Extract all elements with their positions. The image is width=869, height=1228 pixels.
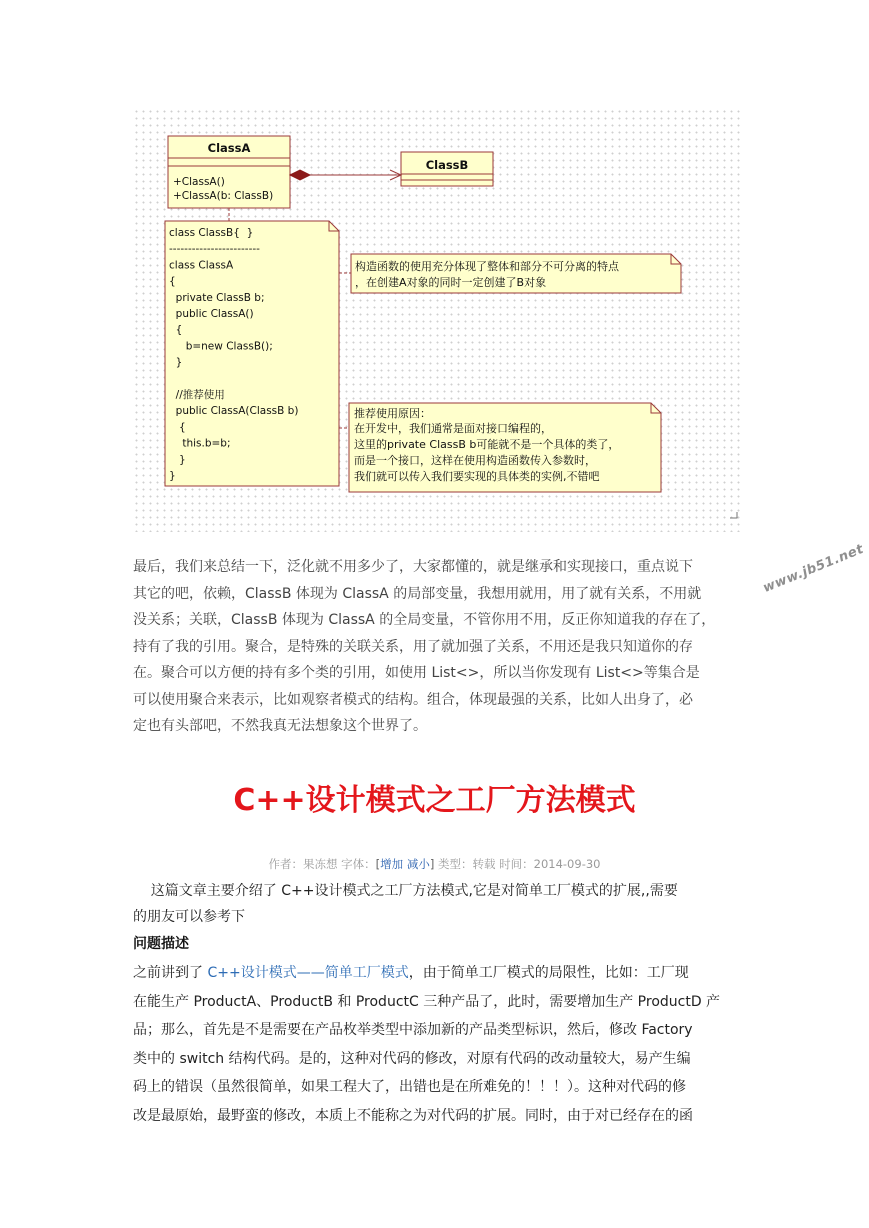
code-note-line: { bbox=[169, 324, 183, 337]
code-note-line: class ClassB{ } bbox=[169, 227, 254, 239]
code-note-line: { bbox=[169, 275, 176, 288]
summary-line: 在。聚合可以方便的持有多个类的引用，如使用 List<>，所以当你发现有 List<>等集合是 bbox=[133, 665, 700, 681]
recommendation-note-line-4: 而是一个接口，这样在使用构造函数传入参数时， bbox=[354, 454, 596, 467]
body-suffix: ，由于简单工厂模式的局限性，比如：工厂现 bbox=[408, 965, 689, 981]
code-note-line: //推荐使用 bbox=[169, 389, 225, 401]
code-note-line: } bbox=[169, 356, 183, 369]
summary-line: 可以使用聚合来表示，比如观察者模式的结构。组合，体现最强的关系，比如人出身了，必 bbox=[133, 691, 693, 708]
class-a-method-1: +ClassA() bbox=[173, 176, 225, 188]
intro-line: 这篇文章主要介绍了 C++设计模式之工厂方法模式,它是对简单工厂模式的扩展,,需要 bbox=[133, 883, 678, 899]
summary-line: 定也有头部吧，不然我真无法想象这个世界了。 bbox=[133, 718, 427, 734]
return-icon bbox=[730, 512, 737, 518]
article-title: C++设计模式之工厂方法模式 bbox=[233, 783, 636, 818]
class-b-box bbox=[401, 152, 493, 186]
section-heading: 问题描述 bbox=[133, 936, 189, 952]
code-note-line: this.b=b; bbox=[169, 437, 231, 450]
composition-association bbox=[290, 170, 401, 180]
body-prefix: 之前讲到了 bbox=[133, 965, 208, 981]
article-meta: 作者：果冻想 字体：[增加 减小] 类型：转载 时间：2014-09-30 bbox=[268, 857, 601, 871]
constructor-note-line-1: 构造函数的使用充分体现了整体和部分不可分离的特点 bbox=[355, 260, 619, 273]
summary-line: 没关系；关联，ClassB 体现为 ClassA 的全局变量，不管你用不用，反正你知道我的存在了， bbox=[133, 612, 716, 628]
watermark: www.jb51.net bbox=[761, 541, 867, 596]
class-b-name: ClassB bbox=[425, 158, 469, 172]
code-note-line: b=new ClassB(); bbox=[169, 340, 273, 353]
font-decrease-link[interactable]: 减小 bbox=[406, 857, 430, 871]
code-note-line: public ClassA() bbox=[169, 308, 254, 320]
summary-paragraph bbox=[133, 554, 741, 740]
summary-line: 持有了我的引用。聚合，是特殊的关联关系，用了就加强了关系，不用还是我只知道你的存 bbox=[133, 638, 693, 655]
code-note-line: { bbox=[169, 421, 186, 434]
meta-rest: 类型：转载 时间：2014-09-30 bbox=[434, 857, 601, 871]
code-note-line: ------------------------ bbox=[169, 243, 260, 256]
code-note-line: } bbox=[169, 453, 186, 466]
recommendation-note-line-1: 推荐使用原因： bbox=[354, 407, 431, 420]
intro-line: 的朋友可以参考下 bbox=[133, 909, 245, 925]
article-intro bbox=[133, 878, 741, 930]
recommendation-note-line-3: 这里的private ClassB b可能就不是一个具体的类了， bbox=[354, 438, 620, 451]
uml-diagram bbox=[133, 108, 741, 532]
class-a-name: ClassA bbox=[207, 141, 251, 155]
constructor-note-line-2: ，在创建A对象的同时一定创建了B对象 bbox=[355, 276, 547, 289]
body-line bbox=[133, 959, 743, 988]
constructor-note bbox=[351, 254, 681, 293]
summary-line: 最后，我们来总结一下，泛化就不用多少了，大家都懂的，就是继承和实现接口，重点说下 bbox=[133, 559, 693, 575]
simple-factory-link[interactable]: C++设计模式——简单工厂模式 bbox=[207, 965, 409, 981]
recommendation-note bbox=[349, 403, 661, 492]
body-line: 品；那么，首先是不是需要在产品枚举类型中添加新的产品类型标识，然后，修改 Factory bbox=[133, 1022, 693, 1038]
body-line: 类中的 switch 结构代码。是的，这种对代码的修改，对原有代码的改动量较大，易产生编 bbox=[133, 1050, 691, 1067]
body-line: 在能生产 ProductA、ProductB 和 ProductC 三种产品了，此时，需要增加生产 ProductD 产 bbox=[133, 993, 721, 1010]
class-a-box bbox=[168, 136, 290, 208]
code-note-line: class ClassA bbox=[169, 259, 234, 272]
code-note-line: public ClassA(ClassB b) bbox=[169, 405, 299, 418]
class-a-method-2: +ClassA(b: ClassB) bbox=[173, 190, 274, 202]
recommendation-note-line-5: 我们就可以传入我们要实现的具体类的实例,不错吧 bbox=[354, 470, 600, 483]
summary-line: 其它的吧，依赖，ClassB 体现为 ClassA 的局部变量，我想用就用，用了就有关系，不用就 bbox=[133, 585, 702, 602]
recommendation-note-line-2: 在开发中，我们通常是面对接口编程的， bbox=[354, 422, 552, 435]
meta-author: 作者：果冻想 字体： bbox=[268, 857, 376, 871]
font-increase-link[interactable]: 增加 bbox=[380, 857, 404, 871]
body-line: 改是最原始，最野蛮的修改，本质上不能称之为对代码的扩展。同时，由于对已经存在的函 bbox=[133, 1107, 693, 1124]
body-line: 码上的错误（虽然很简单，如果工程大了，出错也是在所难免的！！！）。这种对代码的修 bbox=[133, 1079, 686, 1095]
article-body bbox=[133, 959, 743, 1130]
code-note-line: private ClassB b; bbox=[169, 291, 265, 304]
code-note-line: } bbox=[169, 470, 176, 482]
